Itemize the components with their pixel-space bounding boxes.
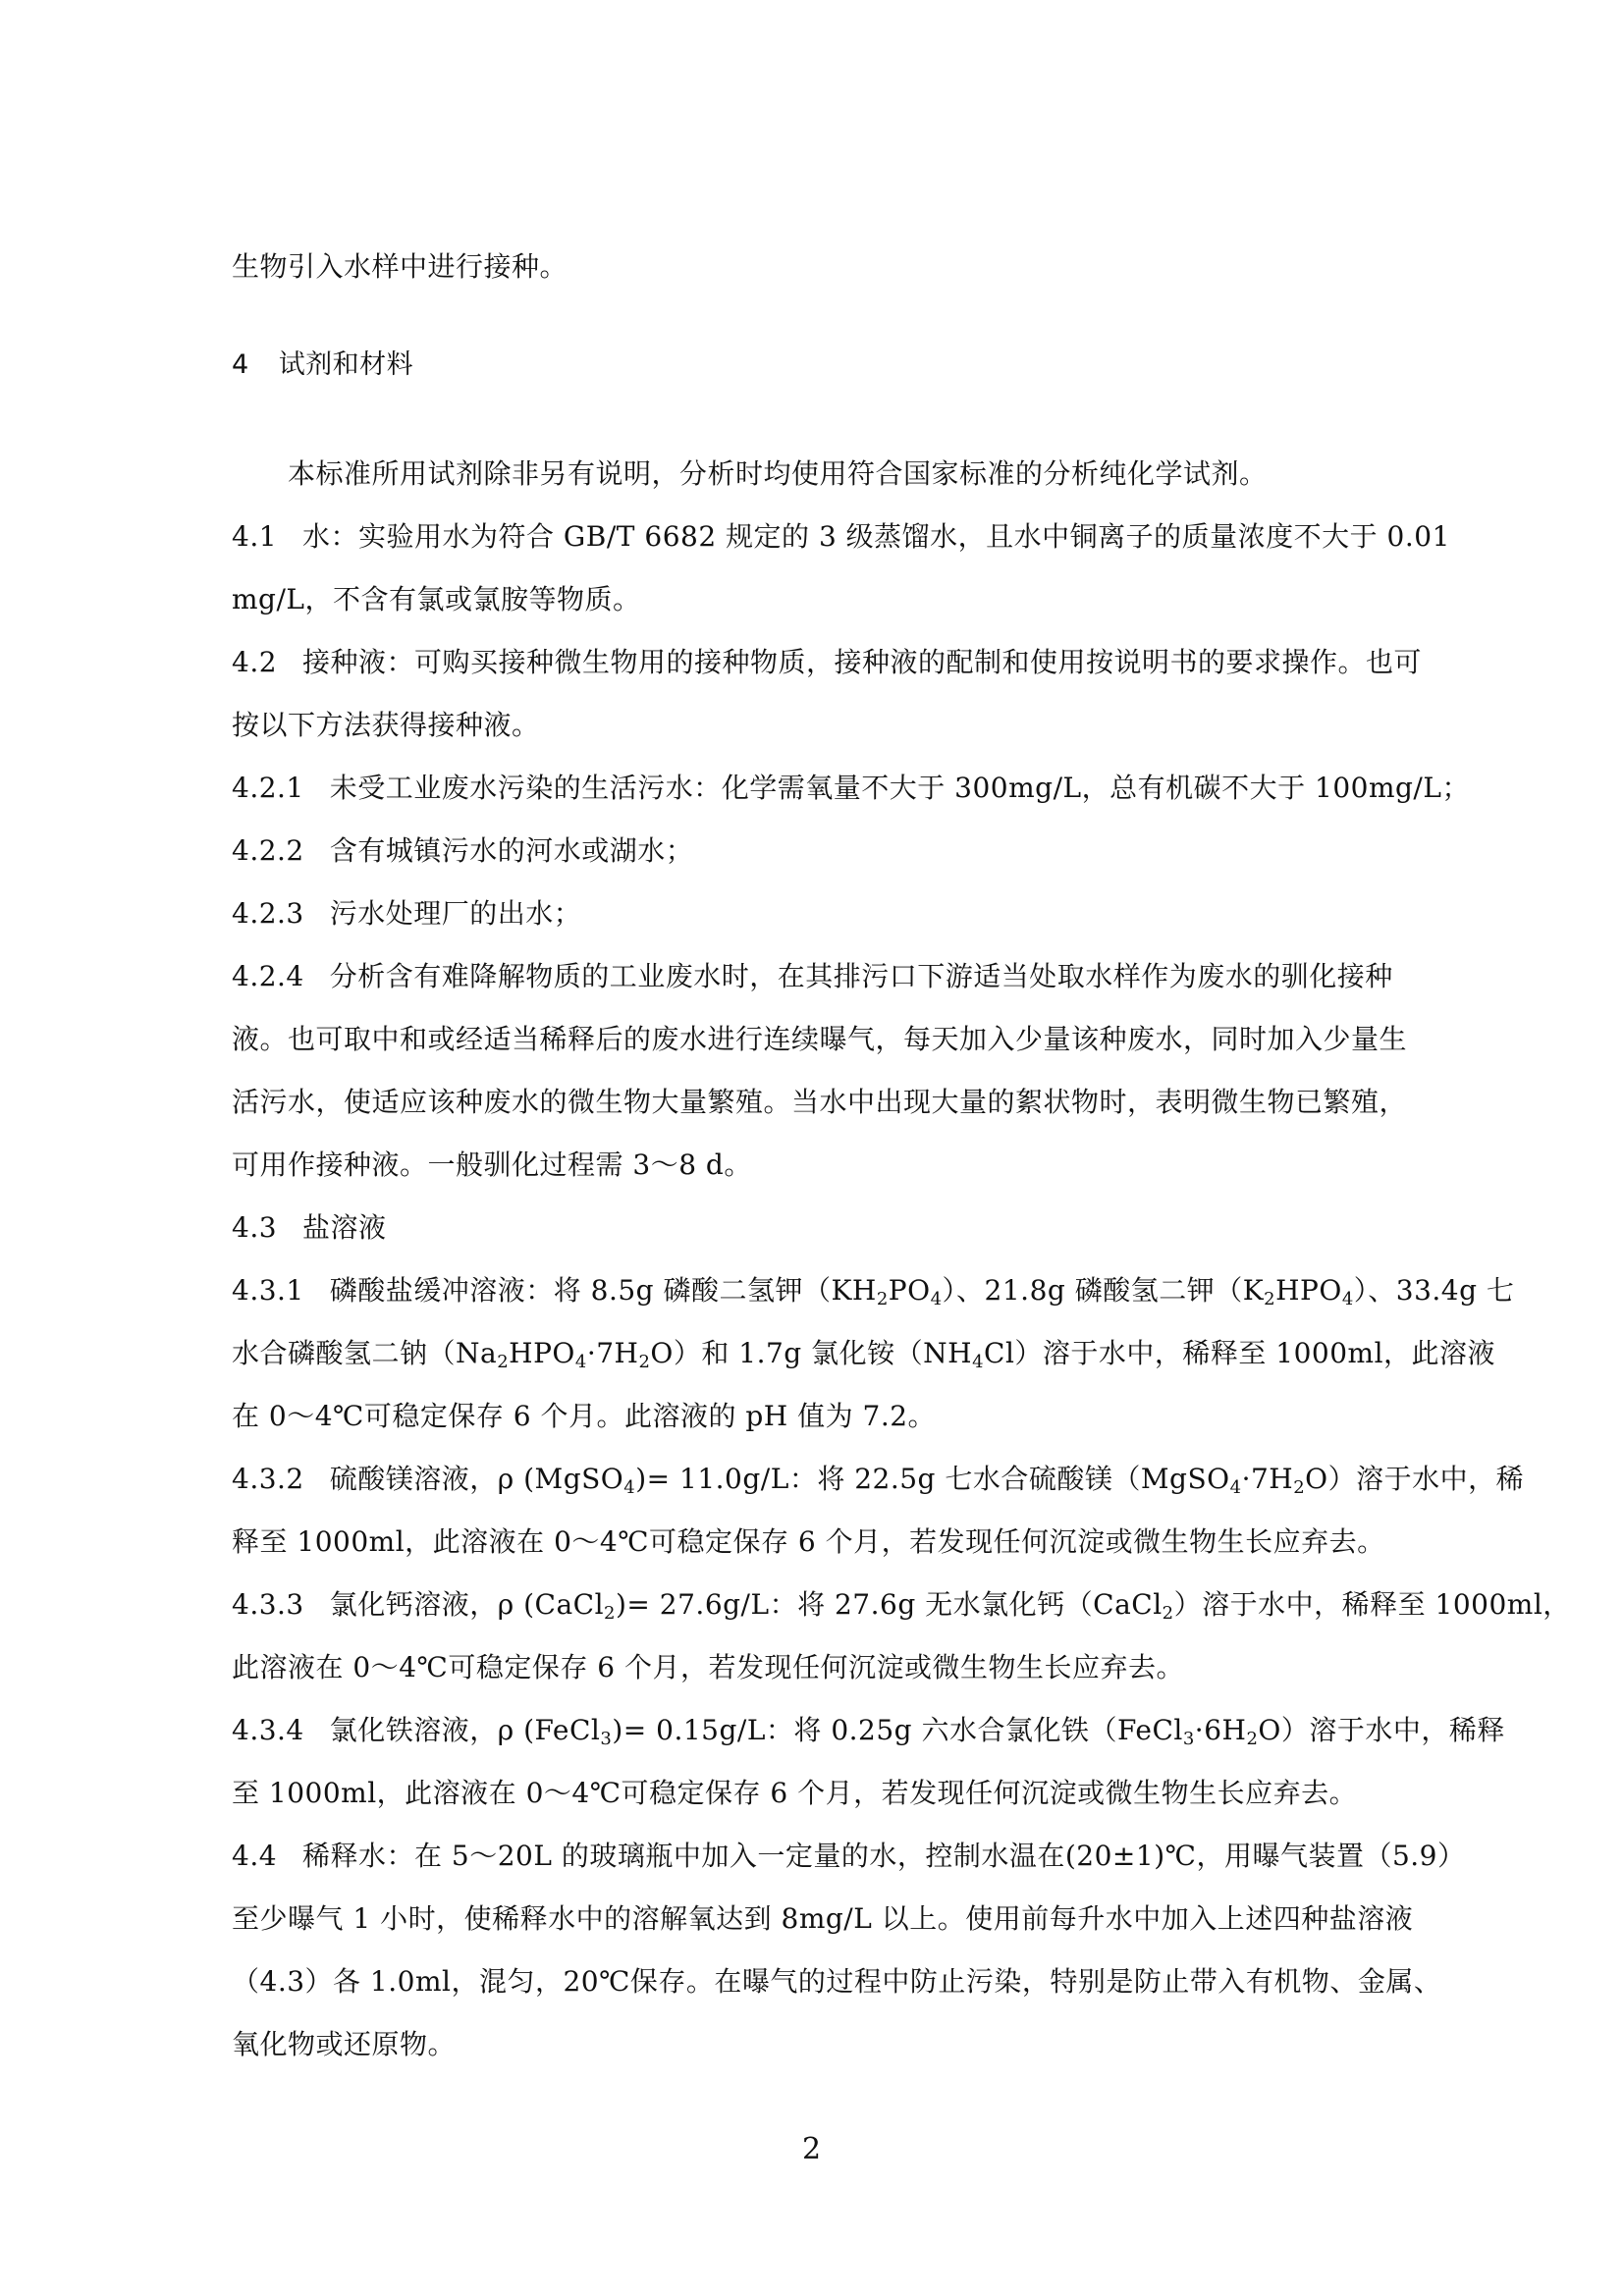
clause-4-3-4	[232, 1711, 1505, 1750]
clause-number: 4.4	[232, 1840, 278, 1872]
text: ）溶于水中，稀释至 1000ml，	[1173, 1588, 1571, 1621]
text: 污水处理厂的出水；	[329, 897, 582, 930]
clause-number: 4.2	[232, 646, 278, 678]
text: 此溶液在 0～4℃可稳定保存 6 个月，若发现任何沉淀或微生物生长应弃去。	[232, 1651, 1184, 1683]
text: O）溶于水中，稀释	[1258, 1714, 1505, 1746]
clause-number: 4.2.3	[232, 897, 304, 930]
clause-4-3	[232, 1208, 387, 1248]
text: 氯化铁溶液，ρ (FeCl	[329, 1714, 601, 1746]
text: 含有城镇污水的河水或湖水；	[329, 834, 694, 867]
paragraph-line	[232, 1020, 1407, 1059]
paragraph-line	[232, 1962, 1441, 2002]
paragraph-line	[232, 1522, 1385, 1562]
subscript: 4	[1341, 1289, 1354, 1309]
text: ·7H	[1241, 1463, 1294, 1495]
paragraph-line	[232, 1397, 936, 1436]
clause-4-2	[232, 643, 1422, 682]
section-heading-4	[232, 346, 413, 385]
paragraph-line	[232, 1146, 752, 1185]
subscript: 4	[623, 1477, 636, 1498]
paragraph-line	[232, 1648, 1184, 1687]
paragraph-line	[232, 1899, 1413, 1939]
text: 按以下方法获得接种液。	[232, 709, 540, 741]
text: ）、33.4g 七	[1353, 1274, 1515, 1307]
text: 至少曝气 1 小时，使稀释水中的溶解氧达到 8mg/L 以上。使用前每升水中加入上述四种盐溶液	[232, 1902, 1414, 1935]
paragraph-line	[232, 2025, 456, 2064]
paragraph-line	[232, 706, 540, 745]
clause-number: 4.3.2	[232, 1463, 304, 1495]
text: 可用作接种液。一般驯化过程需 3～8 d。	[232, 1148, 752, 1181]
text: 稀释水：在 5～20L 的玻璃瓶中加入一定量的水，控制水温在(20±1)℃，用曝气装置（5.9）	[302, 1840, 1466, 1872]
subscript: 4	[930, 1289, 943, 1309]
clause-4-3-1	[232, 1271, 1514, 1310]
text: Cl）溶于水中，稀释至 1000ml，此溶液	[984, 1337, 1496, 1369]
text: 在 0～4℃可稳定保存 6 个月。此溶液的 pH 值为 7.2。	[232, 1400, 937, 1432]
text: )= 11.0g/L：将 22.5g 七水合硫酸镁（MgSO	[635, 1463, 1230, 1495]
text: 分析含有难降解物质的工业废水时，在其排污口下游适当处取水样作为废水的驯化接种	[329, 960, 1393, 992]
text: )= 27.6g/L：将 27.6g 无水氯化钙（CaCl	[616, 1588, 1163, 1621]
text: ·6H	[1194, 1714, 1247, 1746]
subscript: 2	[876, 1289, 889, 1309]
paragraph-line	[232, 247, 568, 287]
clause-4-1	[232, 517, 1450, 557]
paragraph-line	[232, 1774, 1357, 1813]
clause-4-3-2	[232, 1460, 1524, 1499]
text: 生物引入水样中进行接种。	[232, 250, 568, 283]
subscript: 2	[1246, 1729, 1259, 1749]
clause-4-2-4	[232, 957, 1393, 996]
clause-number: 4.2.2	[232, 834, 304, 867]
text: 接种液：可购买接种微生物用的接种物质，接种液的配制和使用按说明书的要求操作。也可	[302, 646, 1423, 678]
clause-number: 4.3.1	[232, 1274, 304, 1307]
text: HPO	[1275, 1274, 1342, 1307]
subscript: 2	[1293, 1477, 1306, 1498]
text: ·7H	[586, 1337, 639, 1369]
page-number: 2	[801, 2132, 822, 2166]
text: 未受工业废水污染的生活污水：化学需氧量不大于 300mg/L，总有机碳不大于 100mg/L；	[329, 772, 1470, 804]
text: 磷酸盐缓冲溶液：将 8.5g 磷酸二氢钾（KH	[329, 1274, 877, 1307]
subscript: 2	[1162, 1603, 1174, 1624]
text: 氧化物或还原物。	[232, 2028, 457, 2060]
text: 水：实验用水为符合 GB/T 6682 规定的 3 级蒸馏水，且水中铜离子的质量浓度不大于 0.01	[302, 520, 1450, 553]
text: )= 0.15g/L：将 0.25g 六水合氯化铁（FeCl	[612, 1714, 1183, 1746]
text: 释至 1000ml，此溶液在 0～4℃可稳定保存 6 个月，若发现任何沉淀或微生物生长应弃去。	[232, 1525, 1385, 1558]
text: O）溶于水中，稀	[1305, 1463, 1525, 1495]
clause-4-4	[232, 1837, 1465, 1876]
paragraph-line	[232, 1334, 1495, 1373]
text: 硫酸镁溶液，ρ (MgSO	[329, 1463, 624, 1495]
clause-number: 4.1	[232, 520, 278, 553]
subscript: 2	[604, 1603, 616, 1624]
clause-number: 4.3.3	[232, 1588, 304, 1621]
text: （4.3）各 1.0ml，混匀，20℃保存。在曝气的过程中防止污染，特别是防止带入有机物、金属、	[232, 1965, 1442, 1998]
paragraph-line	[288, 454, 1268, 494]
clause-number: 4.3.4	[232, 1714, 304, 1746]
text: HPO	[509, 1337, 575, 1369]
subscript: 2	[1264, 1289, 1276, 1309]
clause-number: 4.2.4	[232, 960, 304, 992]
text: 活污水，使适应该种废水的微生物大量繁殖。当水中出现大量的絮状物时，表明微生物已繁殖，	[232, 1086, 1408, 1118]
text: 盐溶液	[302, 1211, 387, 1244]
subscript: 2	[497, 1352, 510, 1372]
text: 至 1000ml，此溶液在 0～4℃可稳定保存 6 个月，若发现任何沉淀或微生物生长应弃去。	[232, 1777, 1358, 1809]
clause-number: 4.2.1	[232, 772, 304, 804]
clause-4-2-3	[232, 894, 581, 934]
subscript: 3	[600, 1729, 613, 1749]
text: ）、21.8g 磷酸氢二钾（K	[942, 1274, 1265, 1307]
subscript: 4	[972, 1352, 985, 1372]
section-number: 4	[232, 349, 249, 380]
text: 氯化钙溶液，ρ (CaCl	[329, 1588, 605, 1621]
text: 水合磷酸氢二钠（Na	[232, 1337, 498, 1369]
paragraph-line	[232, 580, 641, 619]
text: mg/L，不含有氯或氯胺等物质。	[232, 583, 641, 615]
clause-number: 4.3	[232, 1211, 278, 1244]
text: 本标准所用试剂除非另有说明，分析时均使用符合国家标准的分析纯化学试剂。	[288, 457, 1268, 490]
text: 液。也可取中和或经适当稀释后的废水进行连续曝气，每天加入少量该种废水，同时加入少量生	[232, 1023, 1408, 1055]
subscript: 2	[638, 1352, 651, 1372]
subscript: 3	[1182, 1729, 1195, 1749]
text: O）和 1.7g 氯化铵（NH	[650, 1337, 973, 1369]
text: PO	[888, 1274, 931, 1307]
paragraph-line	[232, 1083, 1407, 1122]
section-title: 试剂和材料	[278, 349, 414, 380]
clause-4-3-3	[232, 1585, 1571, 1625]
subscript: 4	[574, 1352, 587, 1372]
clause-4-2-1	[232, 769, 1470, 808]
subscript: 4	[1229, 1477, 1242, 1498]
clause-4-2-2	[232, 831, 693, 871]
